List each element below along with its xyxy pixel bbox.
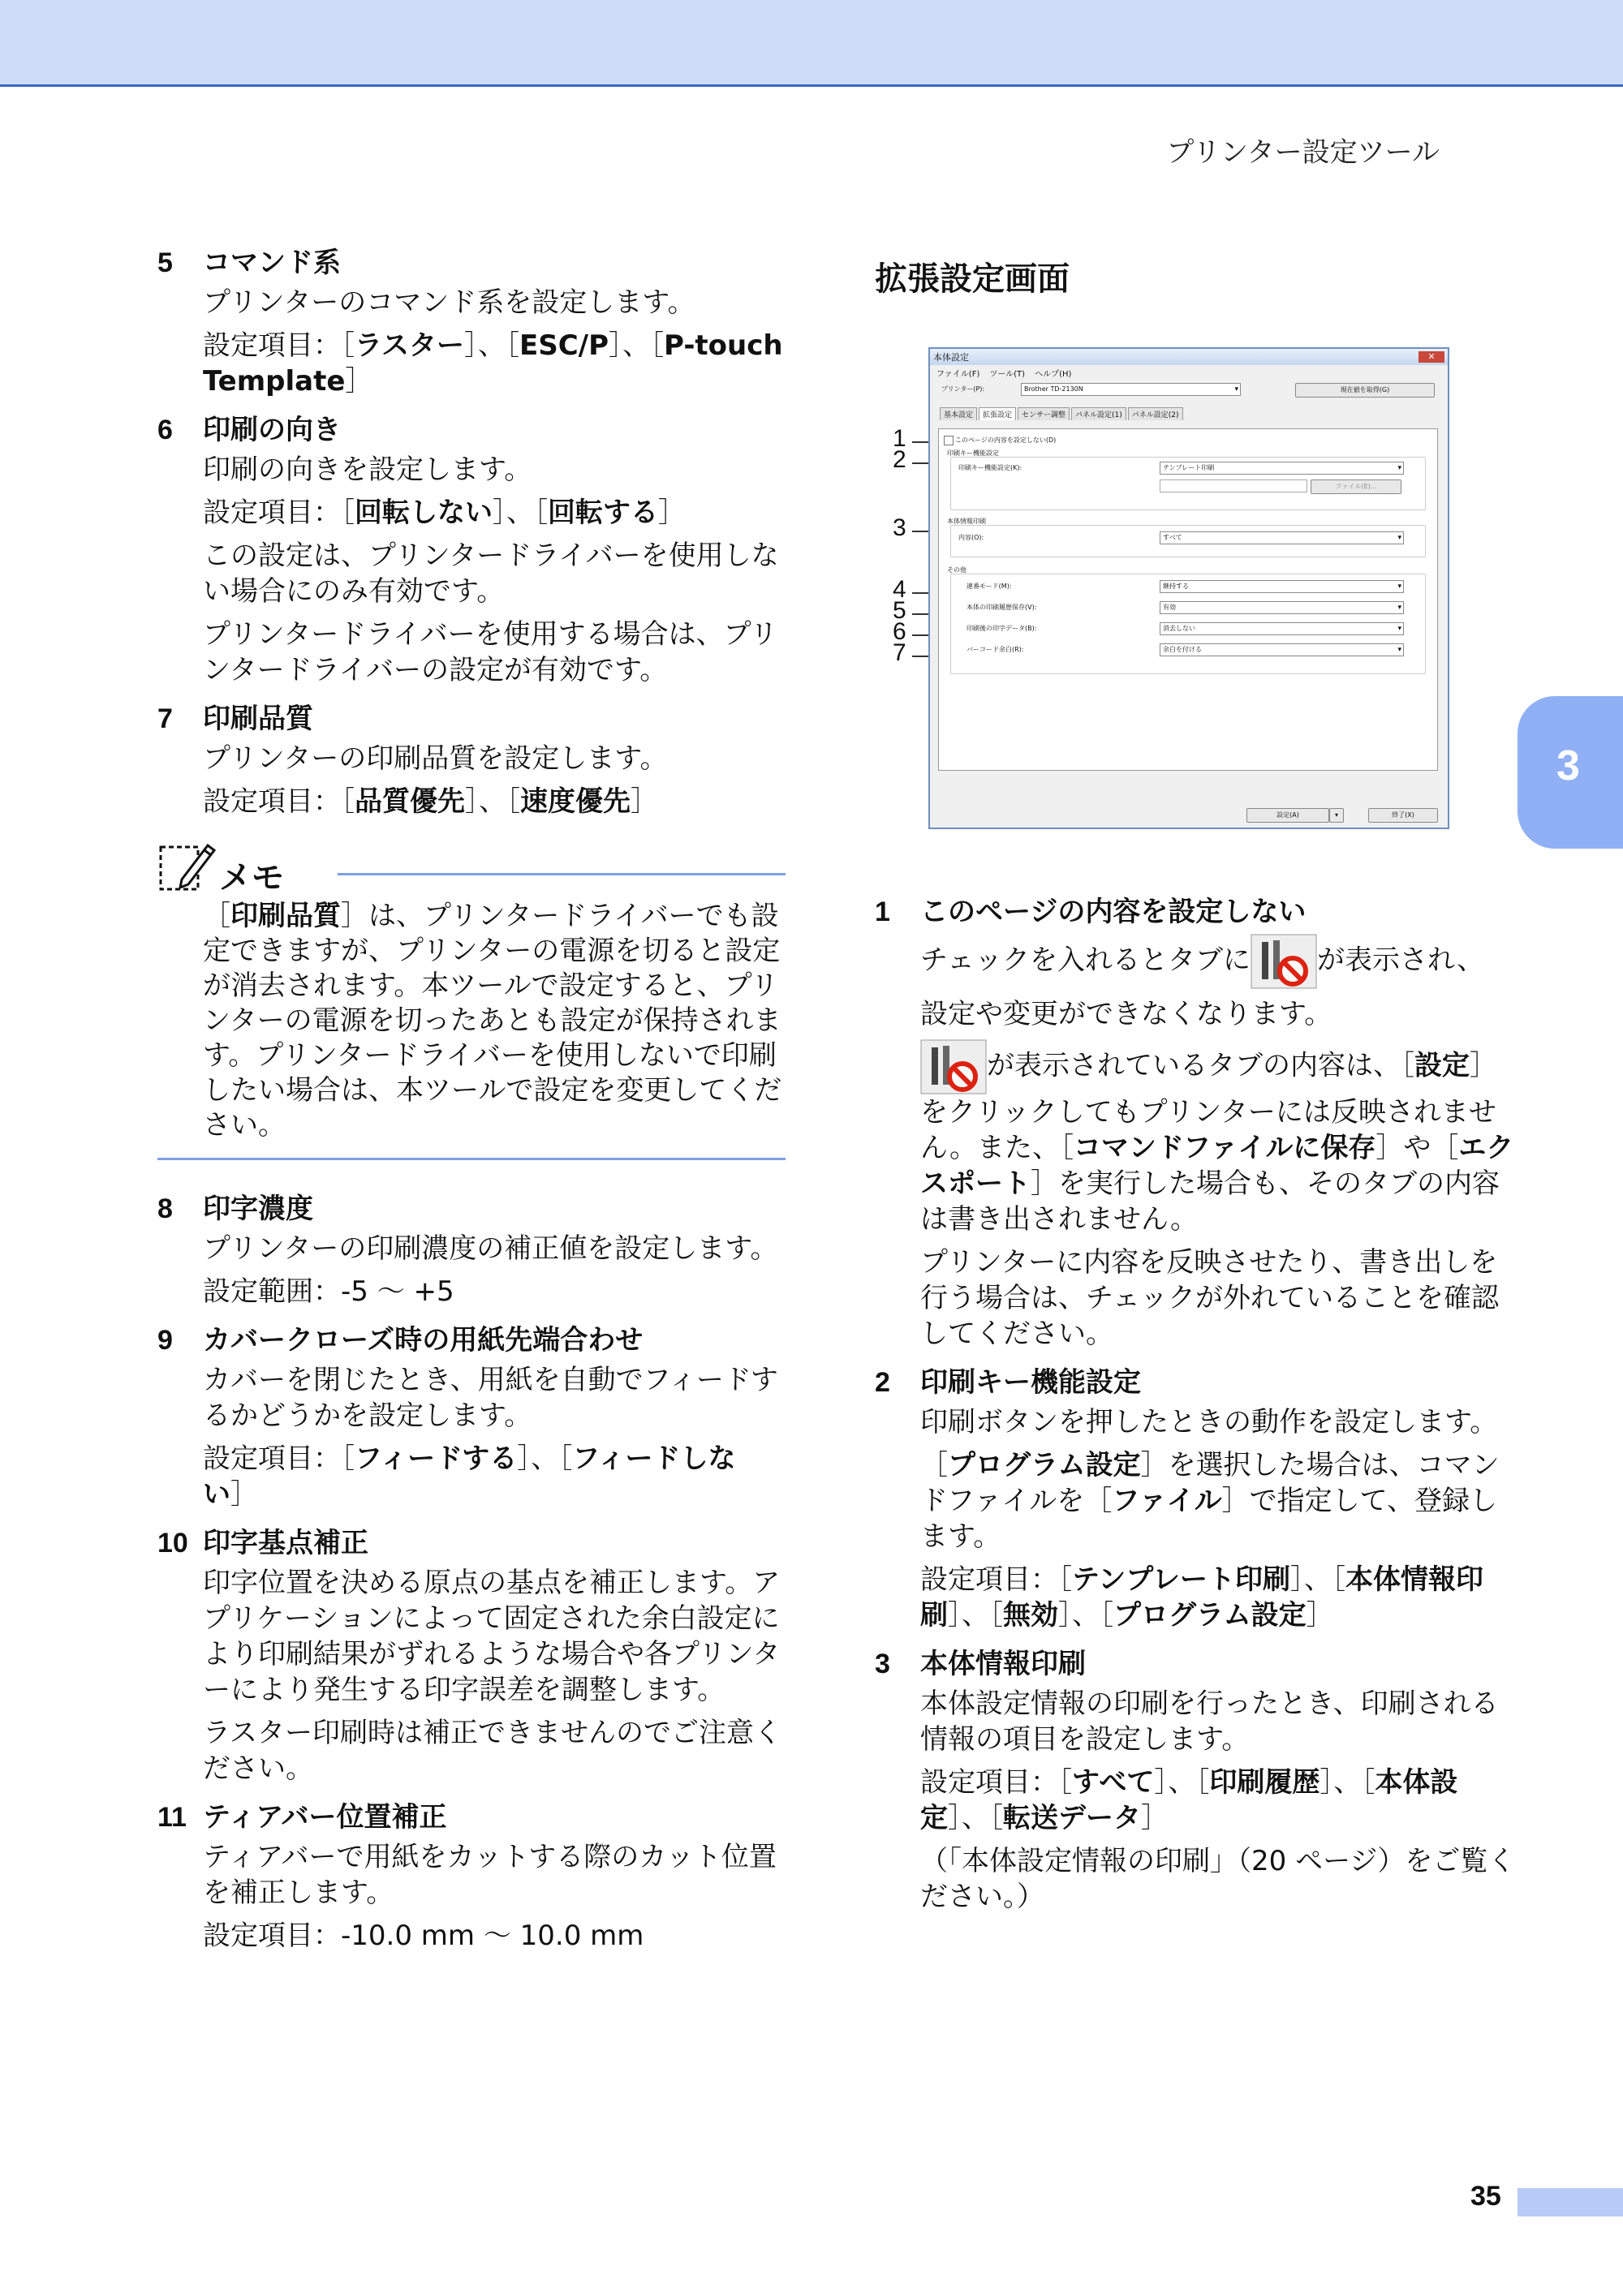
- callout-6: 6: [893, 618, 906, 645]
- item-10: [157, 1524, 786, 1786]
- tab-sensor[interactable]: センサー調整: [1018, 407, 1070, 420]
- item-title: 本体情報印刷: [920, 1648, 1086, 1680]
- command-file-input[interactable]: [1160, 479, 1307, 492]
- disable-page-label: このページの内容を設定しない(D): [955, 436, 1057, 444]
- right-items: [875, 892, 1516, 1926]
- exit-button[interactable]: 終了(X): [1368, 808, 1438, 823]
- running-title: プリンター設定ツール: [1166, 136, 1440, 169]
- item-number: 6: [157, 415, 173, 445]
- item-number: 2: [875, 1367, 890, 1398]
- tab-advanced[interactable]: 拡張設定: [979, 407, 1016, 420]
- item-description: プリンターの印刷品質を設定します。: [203, 742, 668, 775]
- print-history-select[interactable]: 有効 ▾: [1160, 601, 1404, 614]
- group-print-key: 印刷キー機能設定: [947, 449, 999, 457]
- memo-divider: [338, 873, 786, 875]
- print-key-select[interactable]: テンプレート印刷 ▾: [1160, 462, 1404, 475]
- item-options: 設定項目：［テンプレート印刷］、［本体情報印刷］、［無効］、［プログラム設定］: [920, 1563, 1483, 1632]
- apply-dropdown-icon[interactable]: ▾: [1329, 808, 1344, 823]
- item-7: [157, 699, 786, 819]
- item-r1: [875, 892, 1516, 1352]
- tab-bar: [930, 402, 1448, 420]
- item-options: 設定項目：［ラスター］、［ESC/P］、［P-touch Template］: [203, 329, 783, 398]
- page-number: 35: [1470, 2181, 1501, 2212]
- item-11: [157, 1798, 786, 1954]
- item-description: 本体設定情報の印刷を行ったとき、印刷される情報の項目を設定します。: [920, 1688, 1499, 1756]
- memo-box: [157, 841, 786, 1160]
- item-title: コマンド系: [203, 247, 341, 279]
- window-titlebar: [930, 349, 1448, 365]
- item-description: 印刷ボタンを押したときの動作を設定します。: [920, 1406, 1498, 1438]
- printer-row: [930, 380, 1448, 402]
- disable-page-checkbox[interactable]: [944, 436, 954, 445]
- item-description: カバーを閉じたとき、用紙を自動でフィードするかどうかを設定します。: [203, 1364, 778, 1432]
- info-print-label: 内容(O):: [958, 534, 984, 541]
- item-options: 設定項目：［回転しない］、［回転する］: [203, 497, 686, 529]
- item-text: 設定や変更ができなくなります。: [920, 998, 1332, 1030]
- group-info-print: 本体情報印刷: [947, 518, 986, 525]
- advanced-panel: [938, 428, 1438, 771]
- memo-text: ［印刷品質］は、プリンタードライバーでも設定できますが、プリンターの電源を切ると設定が消去されます。本ツールで設定すると、プリンターの電源を切ったあとも設定が保持されます。プリンタードライバーを使用しないで印刷したい場合は、本ツールで設定を変更してください。: [157, 899, 786, 1160]
- window-title: 本体設定: [933, 352, 969, 363]
- item-title: 印字基点補正: [203, 1527, 368, 1559]
- tab-basic[interactable]: 基本設定: [940, 407, 977, 420]
- menu-file[interactable]: ファイル(F): [936, 369, 980, 379]
- callout-3: 3: [893, 514, 906, 541]
- print-data-after-select[interactable]: 消去しない ▾: [1160, 622, 1404, 635]
- item-title: 印刷の向き: [203, 414, 341, 446]
- print-key-label: 印刷キー機能設定(K):: [958, 464, 1022, 471]
- chapter-number: 3: [1556, 742, 1580, 789]
- item-options: 設定項目：［品質優先］、［速度優先］: [203, 785, 658, 818]
- menu-tools[interactable]: ツール(T): [989, 369, 1026, 379]
- callout-5: 5: [893, 597, 906, 624]
- item-note: プリンタードライバーを使用する場合は、プリンタードライバーの設定が有効です。: [203, 618, 778, 686]
- item-title: カバークローズ時の用紙先端合わせ: [203, 1324, 644, 1357]
- item-number: 8: [157, 1193, 173, 1224]
- left-column: [157, 243, 786, 1965]
- info-print-select[interactable]: すべて ▾: [1160, 531, 1404, 544]
- item-number: 9: [157, 1325, 173, 1356]
- item-number: 10: [157, 1528, 188, 1559]
- printer-label: プリンター(P):: [941, 385, 985, 393]
- apply-button[interactable]: 設定(A): [1246, 808, 1329, 823]
- item-title: 印刷キー機能設定: [920, 1366, 1141, 1399]
- item-title: 印字濃度: [203, 1193, 313, 1225]
- barcode-margin-label: バーコード余白(R):: [966, 646, 1024, 653]
- menu-help[interactable]: ヘルプ(H): [1035, 369, 1072, 379]
- callout-2: 2: [893, 446, 906, 473]
- item-description: 印字位置を決める原点の基点を補正します。アプリケーションによって固定された余白設定により印刷結果がずれるような場合や各プリンターにより発生する印字誤差を調整します。: [203, 1567, 781, 1706]
- printer-select[interactable]: Brother TD-2130N ▾: [1021, 383, 1241, 396]
- item-text: が表示されているタブの内容は、［設定］をクリックしてもプリンターには反映されません。また、［コマンドファイルに保存］や［エクスポート］を実行した場合も、そのタブの内容は書き出されません。: [920, 1039, 1516, 1237]
- page-reference: （「本体設定情報の印刷」（20 ページ）をご覧ください。）: [920, 1845, 1516, 1913]
- print-history-label: 本体の印刷履歴保存(V):: [966, 604, 1037, 611]
- item-text: プリンターに内容を反映させたり、書き出しを行う場合は、チェックが外れていることを確認してください。: [920, 1246, 1499, 1350]
- file-button[interactable]: ファイル(E)...: [1311, 479, 1401, 494]
- chapter-tab: [1518, 696, 1623, 849]
- tools-prohibited-icon: [1251, 934, 1317, 989]
- menu-bar: [930, 365, 1448, 380]
- item-r3: [875, 1645, 1516, 1915]
- numbering-mode-select[interactable]: 継持する ▾: [1160, 580, 1404, 593]
- item-title: このページの内容を設定しない: [920, 896, 1307, 928]
- barcode-margin-select[interactable]: 余白を付ける ▾: [1160, 643, 1404, 656]
- item-note: ラスター印刷時は補正できませんのでご注意ください。: [203, 1717, 781, 1785]
- item-title: 印刷品質: [203, 703, 313, 735]
- callout-1: 1: [893, 425, 906, 452]
- get-current-button[interactable]: 現在値を取得(G): [1295, 383, 1435, 398]
- item-number: 5: [157, 247, 173, 278]
- item-8: [157, 1189, 786, 1309]
- tab-panel-1[interactable]: パネル設定(1): [1071, 407, 1126, 420]
- item-range: 設定範囲：-5 ～ +5: [203, 1275, 454, 1308]
- item-description: プリンターの印刷濃度の補正値を設定します。: [203, 1232, 778, 1265]
- item-number: 7: [157, 703, 173, 734]
- item-options: 設定項目：［すべて］、［印刷履歴］、［本体設定］、［転送データ］: [920, 1766, 1458, 1834]
- item-text: ［プログラム設定］を選択した場合は、コマンドファイルを［ファイル］で指定して、登録します。: [920, 1449, 1500, 1553]
- callout-4: 4: [893, 576, 906, 603]
- page-number-bar: [1518, 2188, 1623, 2216]
- settings-window-screenshot: [875, 341, 1492, 828]
- item-9: [157, 1321, 786, 1512]
- memo-pencil-icon: [157, 841, 219, 894]
- item-options: 設定項目：［フィードする］、［フィードしない］: [203, 1443, 736, 1511]
- callout-7: 7: [893, 639, 906, 666]
- item-description: 印刷の向きを設定します。: [203, 454, 532, 486]
- group-other: その他: [947, 566, 966, 574]
- item-description: ティアバーで用紙をカットする際のカット位置を補正します。: [203, 1841, 777, 1909]
- item-text: チェックを入れるとタブに が表示され、: [920, 934, 1516, 989]
- item-description: プリンターのコマンド系を設定します。: [203, 286, 695, 319]
- item-note: この設定は、プリンタードライバーを使用しない場合にのみ有効です。: [203, 540, 779, 608]
- memo-title: メモ: [219, 859, 284, 896]
- top-header-band: [0, 0, 1623, 87]
- section-title: 拡張設定画面: [875, 260, 1070, 298]
- item-title: ティアバー位置補正: [203, 1801, 447, 1834]
- item-r2: [875, 1363, 1516, 1633]
- item-number: 3: [875, 1649, 890, 1679]
- tools-prohibited-icon: [920, 1039, 987, 1094]
- close-icon[interactable]: ✕: [1419, 351, 1444, 363]
- item-number: 1: [875, 896, 890, 927]
- tab-panel-2[interactable]: パネル設定(2): [1128, 407, 1183, 420]
- settings-window: [928, 347, 1449, 829]
- numbering-mode-label: 連番モード(M):: [966, 583, 1012, 590]
- item-5: [157, 243, 786, 399]
- item-6: [157, 411, 786, 688]
- print-data-after-label: 印刷後の印字データ(B):: [966, 625, 1037, 632]
- item-range: 設定項目：-10.0 mm ～ 10.0 mm: [203, 1920, 644, 1952]
- item-number: 11: [157, 1802, 187, 1833]
